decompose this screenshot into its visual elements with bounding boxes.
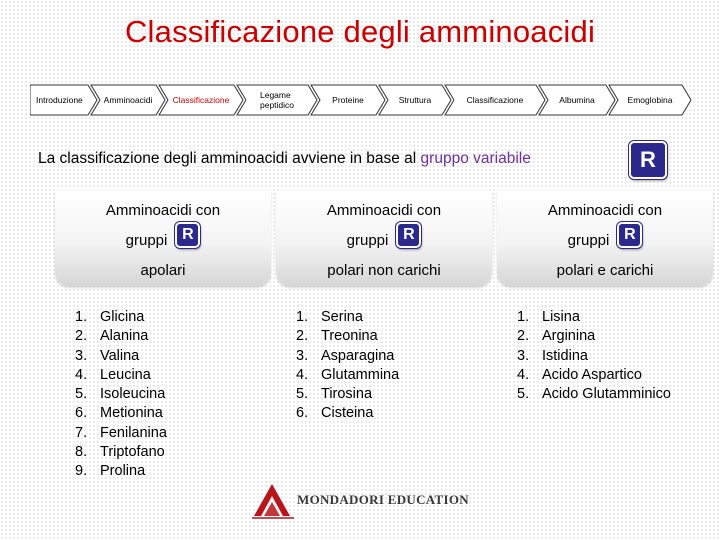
nav-item-label: Classificazione	[172, 95, 230, 105]
list-item	[276, 366, 492, 385]
list-item-text: Istidina	[542, 347, 588, 364]
column-header-line1: Amminoacidi con	[105, 202, 221, 219]
nav-item-label: Albumina	[559, 95, 595, 105]
column-header	[276, 190, 492, 286]
list-item-text: Prolina	[100, 463, 146, 480]
column-header-line3: apolari	[140, 262, 186, 279]
list-item	[276, 385, 492, 404]
list-item-text: Treonina	[321, 328, 378, 345]
list-item	[276, 327, 492, 346]
r-group-badge: R	[175, 222, 200, 248]
list-item	[276, 404, 492, 423]
r-group-badge: R	[396, 222, 421, 248]
nav-item-label: Proteine	[332, 95, 364, 105]
list-item-number: 4.	[75, 366, 88, 383]
list-item	[55, 308, 271, 327]
list-item-text: Arginina	[542, 328, 596, 345]
r-group-badge: R	[629, 141, 667, 179]
column-header-gruppi: gruppi	[567, 231, 610, 249]
list-item-number: 4.	[296, 366, 309, 383]
list-item-text: Tirosina	[321, 386, 373, 403]
column-header	[497, 190, 713, 286]
column-header-line2	[276, 228, 492, 254]
list-item-text: Triptofano	[100, 444, 165, 461]
list-item-number: 6.	[296, 405, 309, 422]
nav-item-label: Emoglobina	[627, 95, 673, 105]
list-item-text: Acido Glutamminico	[542, 386, 671, 403]
intro-highlight: gruppo variabile	[420, 150, 531, 167]
column-header-line2	[497, 228, 713, 254]
list-item-number: 1.	[75, 309, 88, 325]
list-item-number: 5.	[75, 386, 88, 403]
list-item	[497, 366, 713, 385]
nav-item-introduzione[interactable]	[30, 84, 98, 116]
list-item	[497, 308, 713, 327]
column-header-gruppi: gruppi	[346, 231, 389, 249]
list-item	[55, 424, 271, 443]
column-header	[55, 190, 271, 286]
list-item-number: 2.	[296, 328, 309, 345]
r-group-badge: R	[617, 222, 642, 248]
list-item	[55, 443, 271, 462]
column-header-gruppi: gruppi	[125, 231, 168, 249]
amino-acid-list	[276, 308, 492, 424]
amino-acid-list	[497, 308, 713, 404]
nav-item-label: Amminoacidi	[103, 95, 153, 105]
nav-item-amminoacidi[interactable]	[90, 84, 166, 116]
list-item-text: Asparagina	[321, 347, 395, 364]
list-item-number: 5.	[296, 386, 309, 403]
list-item	[497, 327, 713, 346]
list-item-number: 6.	[75, 405, 88, 422]
list-item-number: 9.	[75, 463, 88, 480]
column-header-line1: Amminoacidi con	[326, 202, 442, 219]
list-item-number: 1.	[296, 309, 309, 325]
list-item-text: Fenilanina	[100, 424, 167, 441]
list-item-text: Alanina	[100, 328, 149, 345]
intro-text: La classificazione degli amminoacidi avviene in base al	[38, 150, 421, 167]
list-item-number: 8.	[75, 444, 88, 461]
amino-acid-list	[55, 308, 271, 482]
list-item-text: Lisina	[542, 309, 580, 325]
list-item	[55, 385, 271, 404]
list-item-text: Metionina	[100, 405, 163, 422]
list-item-text: Leucina	[100, 366, 151, 383]
nav-item-label: Legame peptidico	[260, 90, 295, 110]
list-item-number: 7.	[75, 424, 88, 441]
nav-item-proteine[interactable]	[310, 84, 386, 116]
column-apolari	[55, 190, 271, 482]
list-item	[276, 308, 492, 327]
list-item-number: 2.	[517, 328, 530, 345]
intro-sentence	[38, 150, 531, 168]
list-item-number: 4.	[517, 366, 530, 383]
nav-item-struttura[interactable]	[378, 84, 452, 116]
nav-bar	[30, 84, 692, 116]
page-title: Classificazione degli amminoacidi	[124, 14, 596, 49]
list-item-number: 3.	[296, 347, 309, 364]
list-item	[55, 404, 271, 423]
column-polari-non-carichi	[276, 190, 492, 424]
nav-item-classificazione-active[interactable]	[158, 84, 244, 116]
list-item-text: Serina	[321, 309, 363, 325]
nav-item-classificazione-proteine[interactable]	[444, 84, 546, 116]
nav-item-label: Classificazione	[466, 95, 524, 105]
list-item	[55, 327, 271, 346]
nav-item-label: Struttura	[398, 95, 432, 105]
footer-brand: MONDADORI EDUCATION	[297, 492, 469, 507]
list-item	[497, 385, 713, 404]
list-item-text: Isoleucina	[100, 386, 166, 403]
list-item	[55, 347, 271, 366]
list-item-number: 3.	[75, 347, 88, 364]
list-item-number: 5.	[517, 386, 530, 403]
nav-item-emoglobina[interactable]	[608, 84, 692, 116]
list-item	[55, 462, 271, 481]
list-item	[276, 347, 492, 366]
list-item-text: Acido Aspartico	[542, 366, 642, 383]
column-header-line3: polari non carichi	[327, 262, 441, 279]
nav-item-albumina[interactable]	[538, 84, 616, 116]
list-item	[497, 347, 713, 366]
list-item-number: 2.	[75, 328, 88, 345]
list-item	[55, 366, 271, 385]
column-polari-carichi	[497, 190, 713, 404]
column-header-line2	[55, 228, 271, 254]
list-item-number: 3.	[517, 347, 530, 364]
column-header-line3: polari e carichi	[556, 262, 654, 279]
nav-item-legame-peptidico[interactable]	[236, 84, 318, 116]
list-item-text: Valina	[100, 347, 140, 364]
nav-item-label: Introduzione	[36, 95, 83, 105]
column-header-line1: Amminoacidi con	[547, 202, 663, 219]
list-item-text: Glicina	[100, 309, 145, 325]
list-item-number: 1.	[517, 309, 530, 325]
list-item-text: Cisteina	[321, 405, 374, 422]
list-item-text: Glutammina	[321, 366, 400, 383]
